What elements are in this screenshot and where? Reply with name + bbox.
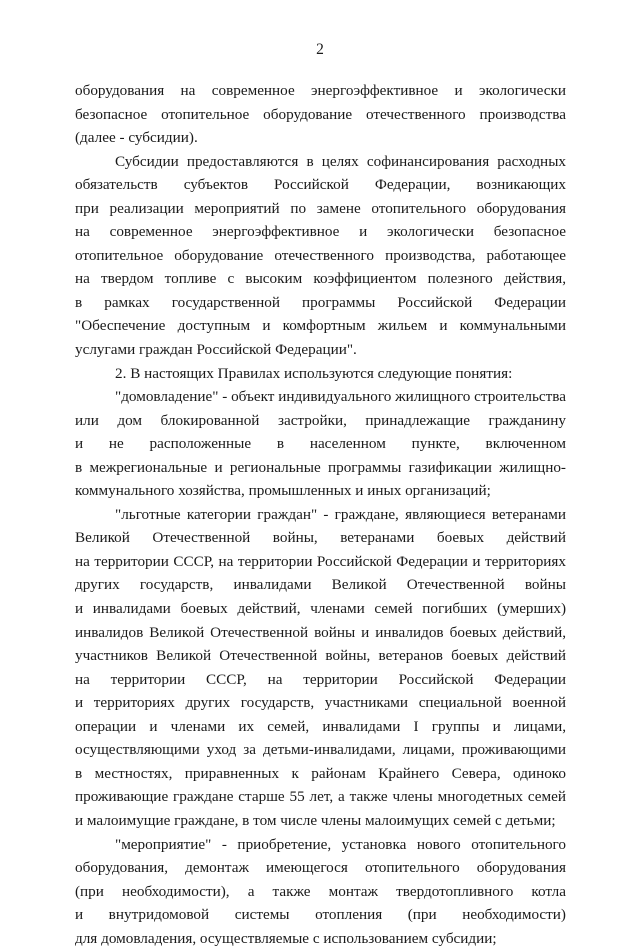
text-line: "Обеспечение доступным и комфортным жильем и коммунальными — [75, 314, 566, 338]
paragraph-6 — [75, 833, 566, 950]
text-line: Великой Отечественной войны, ветеранами боевых действий — [75, 526, 566, 550]
text-line: Субсидии предоставляются в целях софинансирования расходных — [75, 150, 566, 174]
text-line: других государств, инвалидами Великой Отечественной войны — [75, 573, 566, 597]
paragraph-5 — [75, 503, 566, 833]
text-line: (при необходимости), а также монтаж твердотопливного котла — [75, 880, 566, 904]
text-line: услугами граждан Российской Федерации". — [75, 338, 566, 362]
text-line: операции и членами их семей, инвалидами I группы и лицами, — [75, 715, 566, 739]
text-line: на территории СССР, на территории Российской Федерации — [75, 668, 566, 692]
text-line: и не расположенные в населенном пункте, включенном — [75, 432, 566, 456]
paragraph-3 — [75, 362, 566, 386]
text-line: для домовладения, осуществляемые с использованием субсидии; — [75, 927, 566, 950]
text-line: и инвалидами боевых действий, членами семей погибших (умерших) — [75, 597, 566, 621]
text-line: на территории СССР, на территории Российской Федерации и территориях — [75, 550, 566, 574]
paragraph-2 — [75, 150, 566, 362]
text-line: и малоимущие граждане, в том числе члены малоимущих семей с детьми; — [75, 809, 566, 833]
text-line: "мероприятие" - приобретение, установка нового отопительного — [75, 833, 566, 857]
text-line: "льготные категории граждан" - граждане, являющиеся ветеранами — [75, 503, 566, 527]
text-line: оборудования, демонтаж имеющегося отопительного оборудования — [75, 856, 566, 880]
text-line: в межрегиональные и региональные программы газификации жилищно- — [75, 456, 566, 480]
text-line: участников Великой Отечественной войны, ветеранов боевых действий — [75, 644, 566, 668]
paragraph-1 — [75, 79, 566, 150]
text-line: 2. В настоящих Правилах используются следующие понятия: — [75, 362, 566, 386]
page-number: 2 — [0, 40, 640, 60]
text-line: коммунального хозяйства, промышленных и иных организаций; — [75, 479, 566, 503]
document-body — [75, 79, 566, 950]
text-line: при реализации мероприятий по замене отопительного оборудования — [75, 197, 566, 221]
text-line: оборудования на современное энергоэффективное и экологически — [75, 79, 566, 103]
text-line: инвалидов Великой Отечественной войны и инвалидов боевых действий, — [75, 621, 566, 645]
text-line: отопительное оборудование отечественного производства, работающее — [75, 244, 566, 268]
text-line: в рамках государственной программы Российской Федерации — [75, 291, 566, 315]
paragraph-4 — [75, 385, 566, 503]
text-line: на твердом топливе с высоким коэффициентом полезного действия, — [75, 267, 566, 291]
text-line: или дом блокированной застройки, принадлежащие гражданину — [75, 409, 566, 433]
text-line: в местностях, приравненных к районам Крайнего Севера, одиноко — [75, 762, 566, 786]
text-line: и внутридомовой системы отопления (при необходимости) — [75, 903, 566, 927]
text-line: и территориях других государств, участниками специальной военной — [75, 691, 566, 715]
text-line: (далее - субсидии). — [75, 126, 566, 150]
text-line: на современное энергоэффективное и экологически безопасное — [75, 220, 566, 244]
text-line: безопасное отопительное оборудование отечественного производства — [75, 103, 566, 127]
text-line: осуществляющими уход за детьми-инвалидами, лицами, проживающими — [75, 738, 566, 762]
text-line: обязательств субъектов Российской Федерации, возникающих — [75, 173, 566, 197]
text-line: проживающие граждане старше 55 лет, а также члены многодетных семей — [75, 785, 566, 809]
text-line: "домовладение" - объект индивидуального жилищного строительства — [75, 385, 566, 409]
